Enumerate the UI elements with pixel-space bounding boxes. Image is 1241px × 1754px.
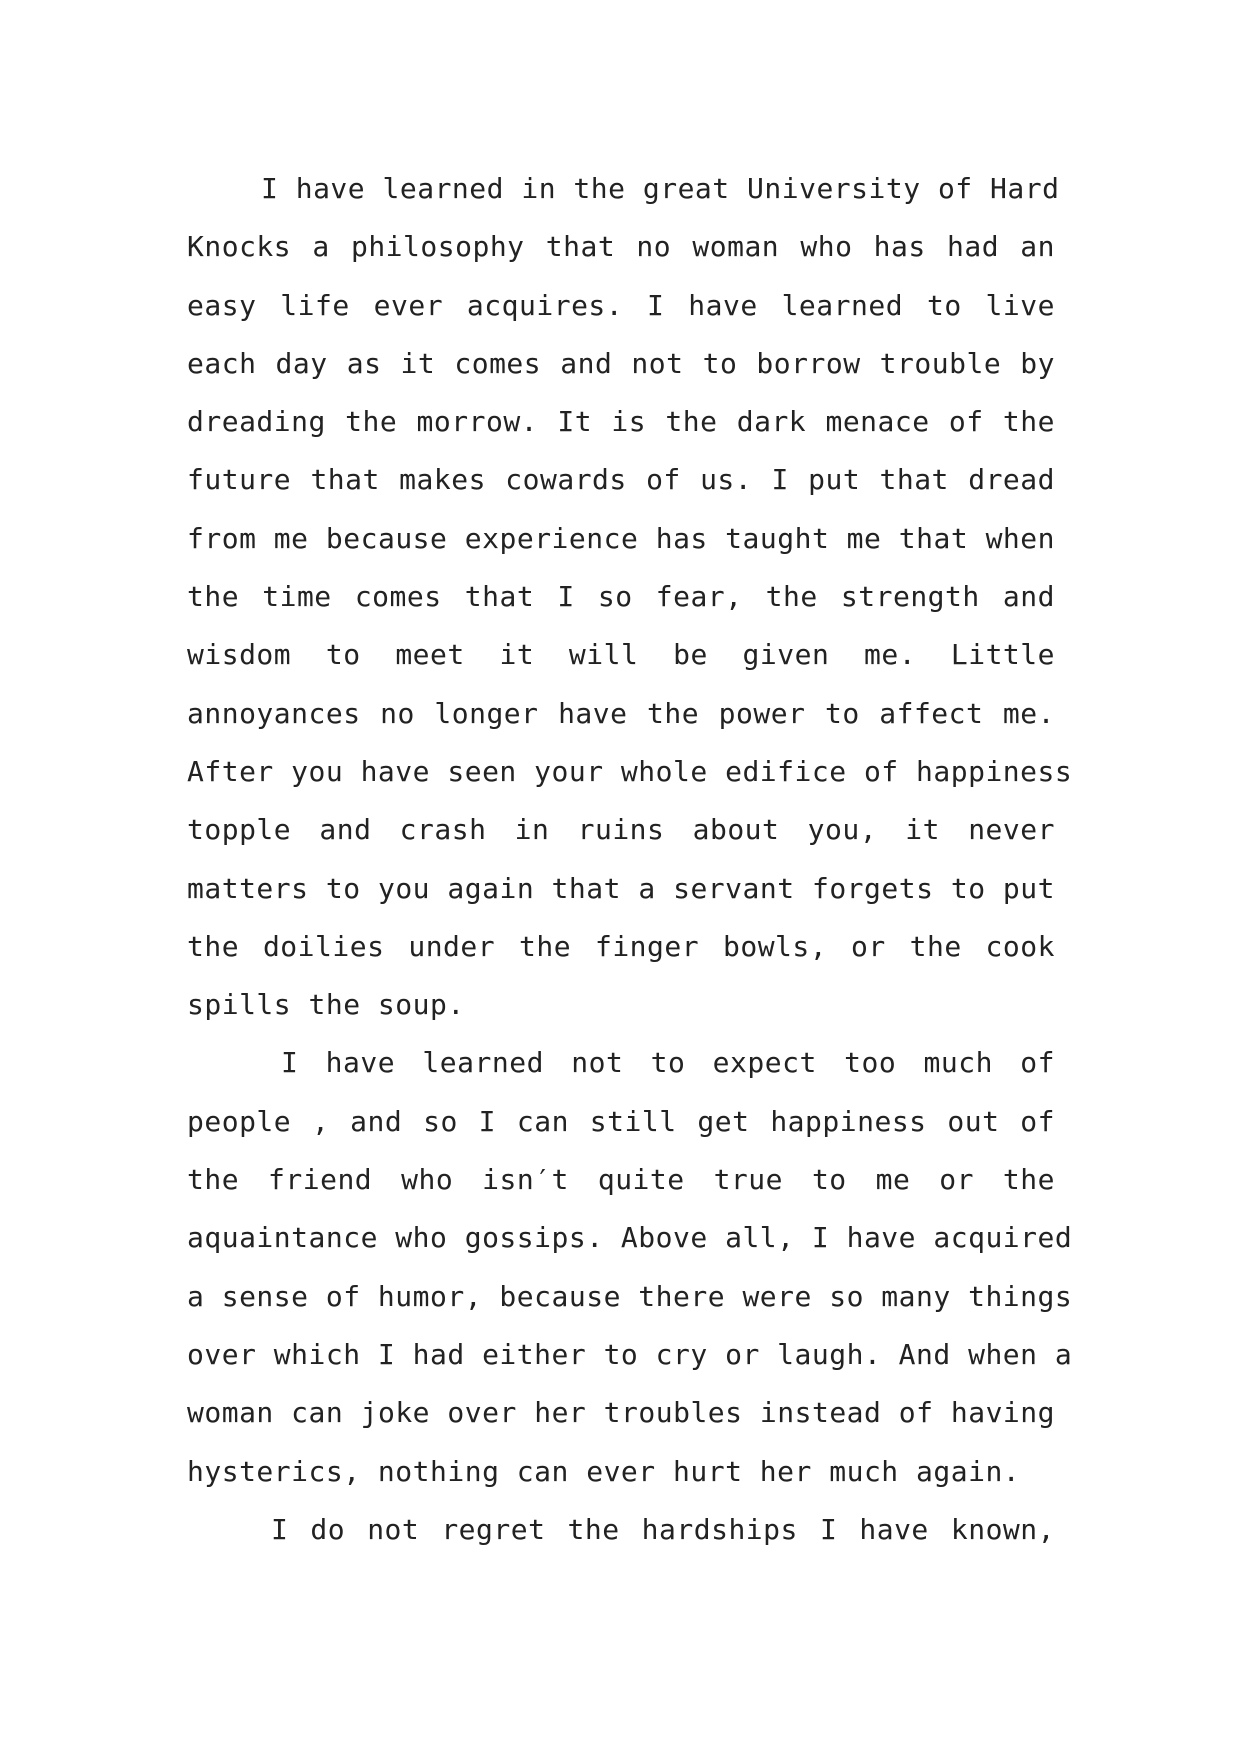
text-line: each day as it comes and not to borrow trouble by: [187, 346, 1055, 380]
text-line: woman can joke over her troubles instead of having: [187, 1396, 1055, 1430]
text-line: a sense of humor, because there were so many things: [187, 1279, 1073, 1313]
paragraph-3: [187, 1501, 1055, 1559]
text-line: aquaintance who gossips. Above all, I have acquired: [187, 1221, 1073, 1255]
paragraph-2: [187, 1034, 1073, 1500]
text-line: from me because experience has taught me that when: [187, 521, 1055, 555]
text-line: spills the soup.: [187, 988, 465, 1022]
text-line: the time comes that I so fear, the strength and: [187, 580, 1055, 614]
text-line: After you have seen your whole edifice of happiness: [187, 754, 1073, 788]
text-line: over which I had either to cry or laugh. And when a: [187, 1337, 1073, 1371]
text-line: the doilies under the finger bowls, or the cook: [187, 929, 1055, 963]
text-line: topple and crash in ruins about you, it never: [187, 813, 1055, 847]
text-line: I do not regret the hardships I have known,: [271, 1512, 1055, 1546]
text-line: easy life ever acquires. I have learned to live: [187, 288, 1055, 322]
text-line: hysterics, nothing can ever hurt her much again.: [187, 1454, 1021, 1488]
text-line: future that makes cowards of us. I put that dread: [187, 463, 1055, 497]
text-line: matters to you again that a servant forgets to put: [187, 871, 1055, 905]
text-line: I have learned in the great University of Hard: [261, 172, 1060, 205]
text-line: I have learned not to expect too much of: [281, 1046, 1055, 1080]
text-line: Knocks a philosophy that no woman who has had an: [187, 230, 1055, 264]
paragraph-1: [187, 160, 1073, 1034]
text-line: wisdom to meet it will be given me. Little: [187, 638, 1055, 672]
text-line: annoyances no longer have the power to affect me.: [187, 696, 1055, 730]
text-line: the friend who isn′t quite true to me or the: [187, 1163, 1055, 1197]
text-line: dreading the morrow. It is the dark menace of the: [187, 405, 1055, 439]
text-line: people , and so I can still get happiness out of: [187, 1104, 1055, 1138]
body-text: [187, 160, 1073, 1559]
